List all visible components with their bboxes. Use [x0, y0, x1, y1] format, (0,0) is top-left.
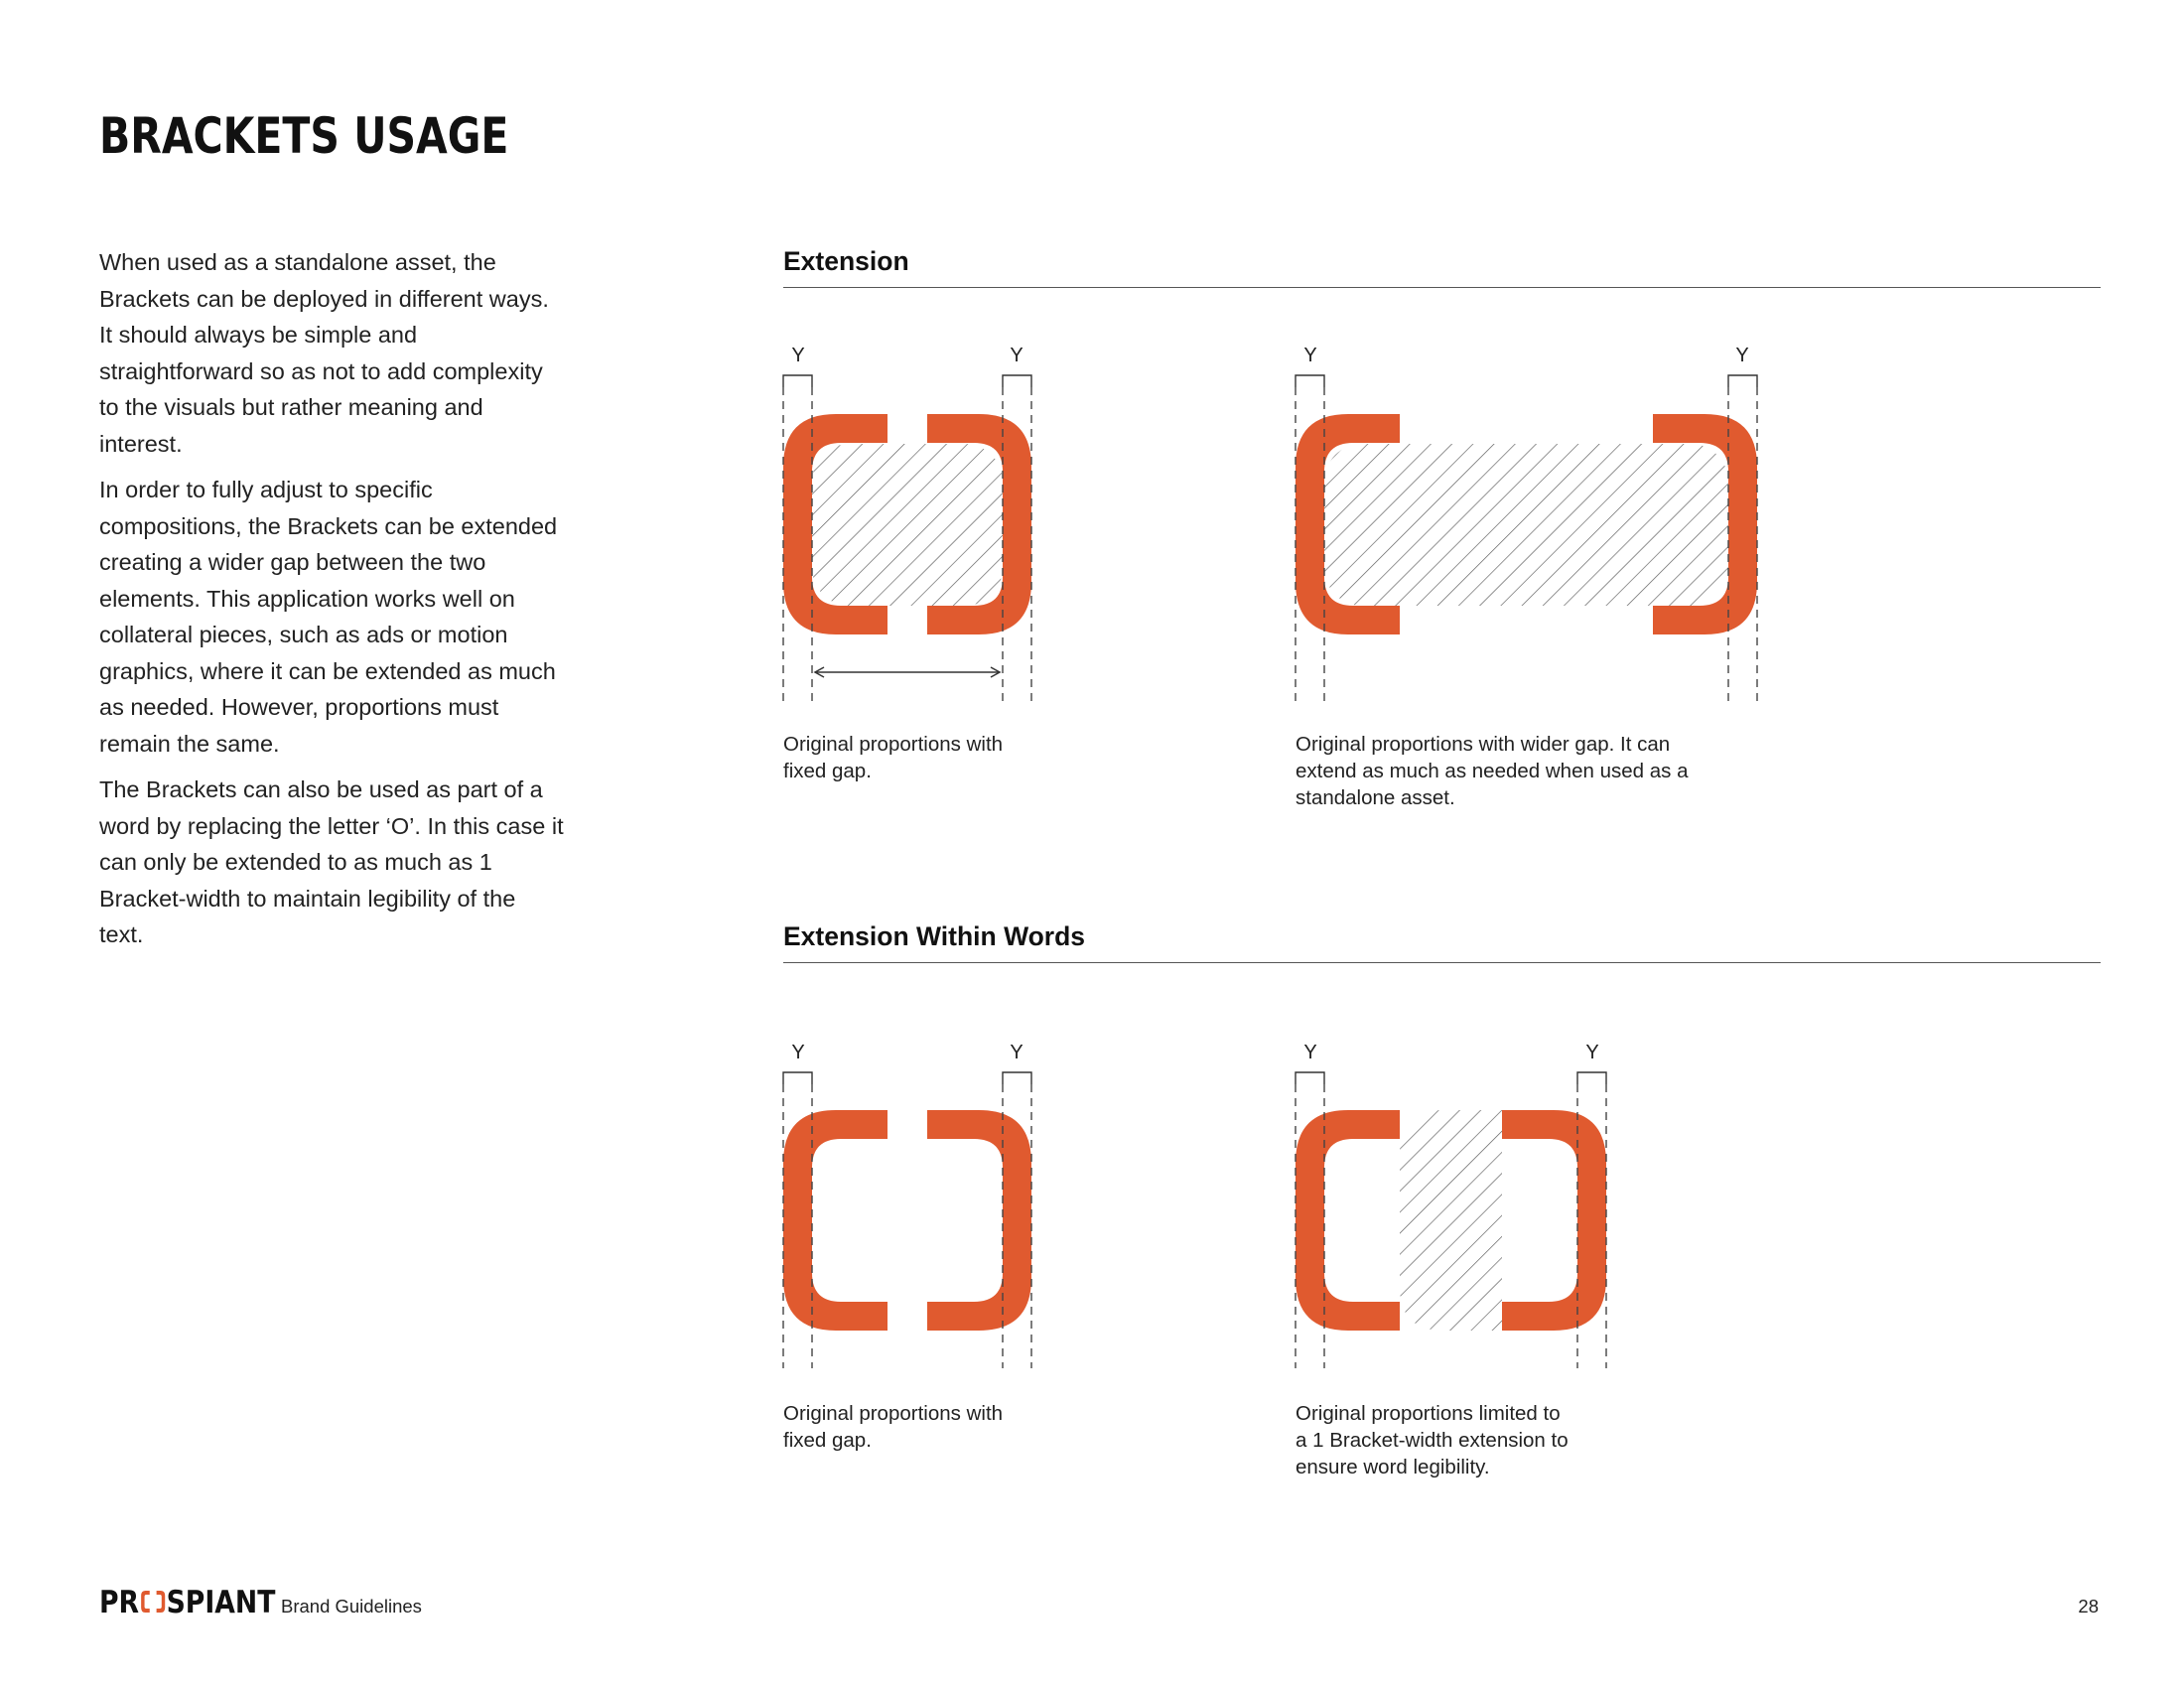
hatched-gap-area: [812, 444, 1003, 606]
y-label: Y: [791, 345, 805, 366]
left-bracket-shape: [1296, 1110, 1400, 1331]
y-label: Y: [1585, 1042, 1599, 1063]
brand-logo: PR SPIANT: [99, 1585, 276, 1620]
y-label: Y: [1010, 345, 1024, 366]
diagram-extension-fixed-gap: [783, 375, 1031, 707]
page-number: 28: [2078, 1596, 2099, 1617]
diagram-word-extended: [1296, 1072, 1606, 1368]
right-bracket-shape: [927, 1110, 1031, 1331]
section-title-within-words: Extension Within Words: [783, 921, 1086, 951]
caption-extension-fixed: Original proportions with fixed gap.: [783, 733, 1004, 782]
hatched-extension-area: [1400, 1110, 1502, 1331]
diagram-word-fixed-gap: [783, 1072, 1031, 1368]
caption-word-extended: Original proportions limited to a 1 Bracket-width extension to ensure word legibility.: [1296, 1402, 1569, 1478]
y-label: Y: [1735, 345, 1749, 366]
y-label: Y: [1303, 1042, 1317, 1063]
caption-word-fixed: Original proportions with fixed gap.: [783, 1402, 1004, 1452]
y-label: Y: [1303, 345, 1317, 366]
intro-paragraph: The Brackets can also be used as part of a word by replacing the letter ‘O’. In this case it can only be extended to as much as 1 Bracket-width to maintain legibility of the text.: [99, 776, 564, 947]
left-bracket-shape: [783, 1110, 887, 1331]
hatched-gap-area: [1324, 444, 1728, 606]
intro-paragraph: When used as a standalone asset, the Brackets can be deployed in different ways. It should always be simple and straightforward so as not to add complexity to the visuals but rather meaning and interest.: [99, 249, 549, 457]
right-bracket-shape: [1502, 1110, 1606, 1331]
section-title-extension: Extension: [783, 246, 909, 276]
intro-paragraph: In order to fully adjust to specific compositions, the Brackets can be extended creating a wider gap between the two elements. This application works well on collateral pieces, such as ads or motion graphics, where it can be extended as much as needed. However, proportions must remain the same.: [99, 477, 558, 757]
caption-extension-wider: Original proportions with wider gap. It can extend as much as needed when used as a standalone asset.: [1296, 733, 1689, 809]
y-label: Y: [791, 1042, 805, 1063]
page-title: BRACKETS USAGE: [99, 107, 509, 165]
logo-brackets-icon: [140, 1590, 166, 1614]
y-label: Y: [1010, 1042, 1024, 1063]
diagram-extension-wider-gap: [1296, 375, 1757, 707]
footer-label: Brand Guidelines: [281, 1596, 422, 1617]
